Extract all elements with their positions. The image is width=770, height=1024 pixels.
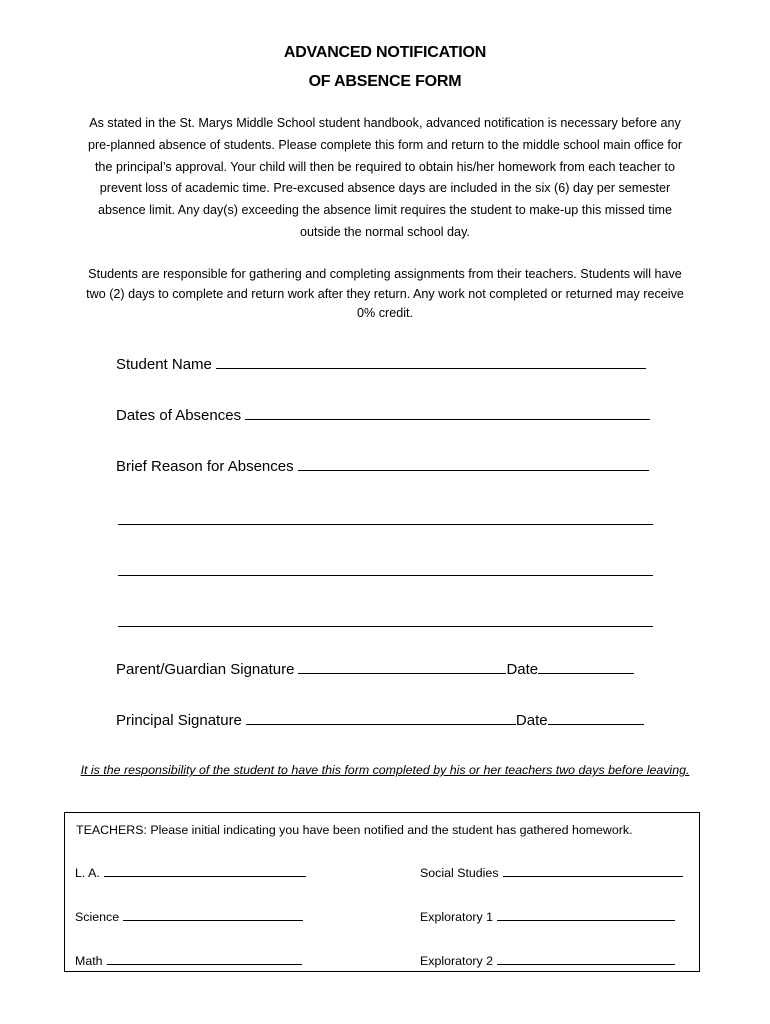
math-label: Math [75,954,103,968]
teachers-box [64,812,700,972]
exploratory-2-label: Exploratory 2 [420,954,494,968]
parent-signature-label: Parent/Guardian Signature [116,661,295,678]
exploratory-1-initial-line[interactable] [497,908,675,921]
responsibility-notice: It is the responsibility of the student to have this form completed by his or her teachers two days before leaving. [80,763,690,777]
student-name-line[interactable] [216,353,646,369]
principal-date-label: Date [515,712,548,729]
social-studies-label: Social Studies [420,866,499,880]
reason-field [116,455,649,475]
dates-of-absences-line[interactable] [245,404,650,420]
social-studies-field [420,864,683,880]
principal-signature-line[interactable] [246,709,516,725]
dates-of-absences-field [116,404,650,424]
parent-signature-field [116,658,634,678]
la-field [75,864,306,880]
intro-paragraph: As stated in the St. Marys Middle School student handbook, advanced notification is necessary before any pre-planned absence of students. Please complete this form and return to the middle school main office for the principal’s approval. Your child will then be required to obtain his/her homework from each teacher to prevent loss of academic time. Pre-excused absence days are included in the six (6) day per semester absence limit. Any day(s) exceeding the absence limit requires the student to make-up this missed time outside the normal school day. [87,116,683,239]
exploratory-1-field [420,908,675,924]
reason-continuation-line-2[interactable] [118,575,653,576]
reason-continuation-line-1[interactable] [118,524,653,525]
reason-line[interactable] [298,455,649,471]
math-initial-line[interactable] [107,952,302,965]
science-initial-line[interactable] [123,908,303,921]
math-field [75,952,302,968]
student-name-label: Student Name [116,356,212,373]
teachers-instruction: TEACHERS: Please initial indicating you have been notified and the student has gathered homework. [76,823,633,837]
la-initial-line[interactable] [104,864,306,877]
exploratory-2-initial-line[interactable] [497,952,675,965]
principal-date-line[interactable] [548,709,644,725]
parent-signature-line[interactable] [298,658,506,674]
responsibility-paragraph: Students are responsible for gathering and completing assignments from their teachers. Students will have two (2) days to complete and return work after they return. Any work not completed or returned may receive 0% credit. [86,267,684,321]
reason-label: Brief Reason for Absences [116,458,294,475]
exploratory-2-field [420,952,675,968]
principal-signature-field [116,709,644,729]
exploratory-1-label: Exploratory 1 [420,910,494,924]
science-label: Science [75,910,120,924]
parent-date-line[interactable] [538,658,634,674]
la-label: L. A. [75,866,100,880]
reason-continuation-line-3[interactable] [118,626,653,627]
dates-of-absences-label: Dates of Absences [116,407,242,424]
form-title-line-2: OF ABSENCE FORM [308,73,462,90]
parent-date-label: Date [506,661,539,678]
student-name-field [116,353,646,373]
form-title-line-1: ADVANCED NOTIFICATION [283,44,487,61]
principal-signature-label: Principal Signature [116,712,242,729]
social-studies-initial-line[interactable] [503,864,683,877]
science-field [75,908,303,924]
